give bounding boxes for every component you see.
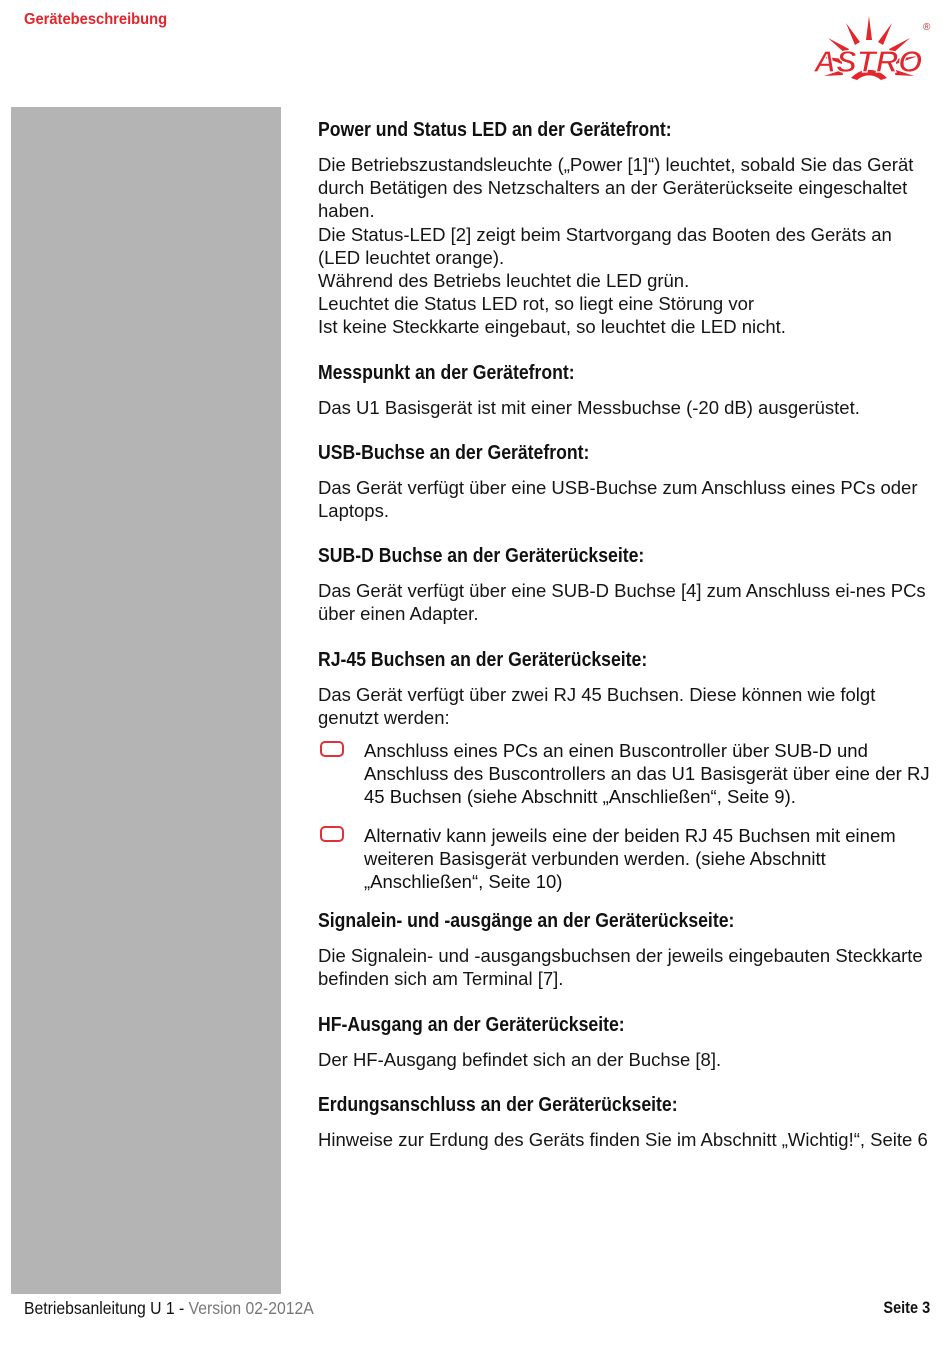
section-erdungsanschluss: [318, 1092, 930, 1151]
section-text: Das Gerät verfügt über eine USB-Buchse zum Anschluss eines PCs oder Laptops.: [318, 476, 918, 522]
section-text: Das U1 Basisgerät ist mit einer Messbuchse (-20 dB) ausgerüstet.: [318, 396, 860, 418]
section-heading: Signalein- und -ausgänge an der Geräterückseite:: [318, 909, 735, 933]
text-line: Ist keine Steckkarte eingebaut, so leuchtet die LED nicht.: [318, 316, 786, 338]
section-heading: Power und Status LED an der Gerätefront:: [318, 118, 672, 141]
section-heading: RJ-45 Buchsen an der Geräterückseite:: [318, 647, 648, 671]
section-text: Die Signalein- und -ausgangsbuchsen der jeweils eingebauten Steckkarte befinden sich am Terminal [7].: [318, 945, 923, 990]
page-number: Seite 3: [883, 1299, 930, 1317]
page-section-title: Gerätebeschreibung: [24, 11, 168, 28]
section-rj45-buchsen: [318, 647, 930, 894]
section-heading: USB-Buchse an der Gerätefront:: [318, 440, 590, 464]
section-heading: SUB-D Buchse an der Geräterückseite:: [318, 544, 645, 568]
sidebar-panel: [11, 107, 281, 1294]
list-item-text: Alternativ kann jeweils eine der beiden RJ 45 Buchsen mit einem weiteren Basisgerät verbunden werden. (siehe Abschnitt „Anschließen“, Seite 10): [364, 824, 896, 893]
footer-document-info: [24, 1298, 314, 1319]
logo-registered-mark: ®: [923, 22, 931, 33]
logo-text: ASTRO: [813, 44, 923, 79]
section-power-status-led: [318, 117, 930, 339]
text-line: Während des Betriebs leuchtet die LED grün.: [318, 270, 690, 292]
footer-version: Version 02-2012A: [188, 1298, 314, 1318]
section-hf-ausgang: [318, 1012, 930, 1071]
bullet-box-icon: [320, 826, 344, 842]
text-line: Die Betriebszustandsleuchte („Power [1]“) leuchtet, sobald Sie das Gerät durch Betätigen des Netzschalters an der Geräterückseite eingeschaltet haben.: [318, 154, 914, 222]
section-signal-io: [318, 908, 930, 990]
section-heading: Messpunkt an der Gerätefront:: [318, 360, 575, 384]
main-content: [318, 117, 930, 1172]
section-text: [318, 153, 930, 339]
section-text: Das Gerät verfügt über eine SUB-D Buchse [4] zum Anschluss ei-nes PCs über einen Adapter.: [318, 580, 926, 625]
section-subd-buchse: [318, 543, 930, 625]
section-text: Das Gerät verfügt über zwei RJ 45 Buchsen. Diese können wie folgt genutzt werden:: [318, 683, 876, 728]
list-item: [318, 739, 930, 809]
section-heading: HF-Ausgang an der Geräterückseite:: [318, 1012, 625, 1036]
section-usb-buchse: [318, 440, 930, 522]
bullet-list: [318, 739, 930, 893]
section-heading: Erdungsanschluss an der Geräterückseite:: [318, 1092, 678, 1116]
footer-manual-title: Betriebsanleitung U 1 -: [24, 1298, 189, 1318]
section-text: Der HF-Ausgang befindet sich an der Buchse [8].: [318, 1048, 722, 1070]
bullet-box-icon: [320, 741, 344, 757]
text-line: Leuchtet die Status LED rot, so liegt eine Störung vor: [318, 293, 755, 315]
section-text: Hinweise zur Erdung des Geräts finden Sie im Abschnitt „Wichtig!“, Seite 6: [318, 1128, 928, 1150]
section-messpunkt: [318, 360, 930, 419]
text-line: Die Status-LED [2] zeigt beim Startvorgang das Booten des Geräts an (LED leuchtet orange).: [318, 223, 892, 268]
list-item: [318, 824, 930, 894]
astro-logo: [806, 10, 932, 96]
list-item-text: Anschluss eines PCs an einen Buscontroller über SUB-D und Anschluss des Buscontrollers an das U1 Basisgerät über eine der RJ 45 Buchsen (siehe Abschnitt „Anschließen“, Seite 9).: [364, 740, 930, 808]
